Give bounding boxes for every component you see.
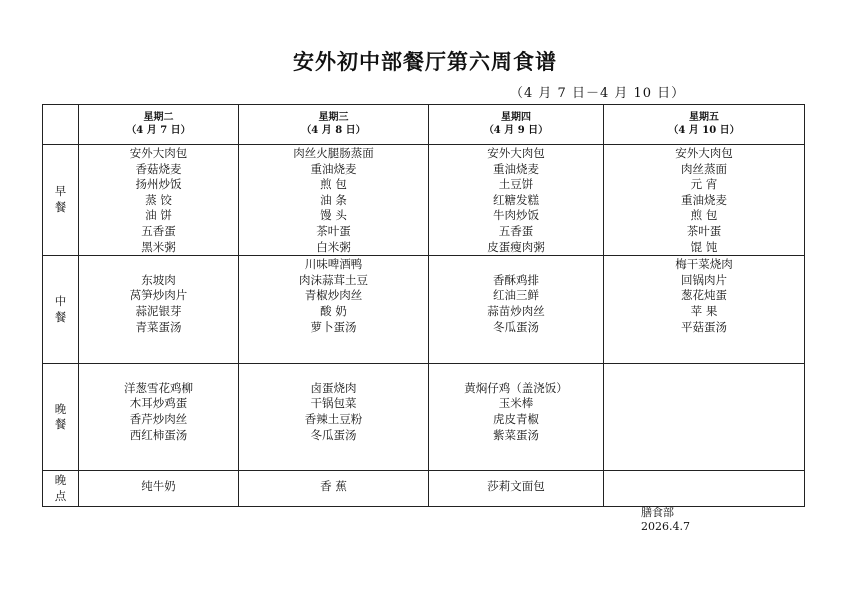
menu-item: 莎莉文面包 — [487, 479, 545, 494]
menu-item: 黑米粥 — [141, 239, 176, 254]
day-date: （4 月 7 日） — [126, 125, 191, 136]
menu-item: 葱花炖蛋 — [681, 288, 727, 303]
menu-item — [239, 365, 428, 381]
menu-item: 纯牛奶 — [141, 479, 176, 494]
corner-cell — [43, 105, 79, 145]
menu-cell — [604, 364, 805, 471]
menu-item: 茶叶蛋 — [316, 223, 351, 238]
menu-cell — [79, 256, 239, 364]
day-header — [79, 105, 239, 145]
meal-label-char: 餐 — [54, 417, 67, 432]
menu-item: 皮蛋瘦肉粥 — [487, 239, 545, 254]
footer-date: 2026.4.7 — [641, 520, 690, 533]
menu-item: 红油三鲜 — [493, 288, 539, 303]
day-name: 星期二 — [143, 112, 174, 123]
menu-table — [42, 104, 805, 507]
menu-item: 干锅包菜 — [310, 396, 357, 411]
menu-cell — [604, 145, 805, 256]
menu-cell — [429, 256, 604, 364]
meal-label-char: 点 — [54, 488, 67, 503]
meal-label-char: 晚 — [54, 401, 67, 416]
page-title: 安外初中部餐厅第六周食谱 — [293, 50, 557, 74]
dinner-row — [43, 364, 805, 471]
menu-item: 扬州炒饭 — [135, 177, 182, 192]
menu-item: 黄焖仔鸡（盖浇饭） — [464, 380, 568, 395]
menu-item: 五香蛋 — [498, 223, 534, 238]
menu-cell — [79, 145, 239, 256]
menu-item: 卤蛋烧肉 — [310, 380, 357, 395]
menu-item — [79, 257, 238, 273]
menu-item: 莴笋炒肉片 — [129, 288, 188, 303]
menu-item: 茶叶蛋 — [686, 223, 722, 238]
menu-item: 安外大肉包 — [487, 146, 545, 160]
menu-cell — [239, 256, 429, 364]
footer-department: 膳食部 — [641, 506, 674, 519]
menu-item: 青椒炒肉丝 — [304, 288, 363, 303]
menu-item: 冬瓜蛋汤 — [493, 319, 539, 334]
menu-cell — [239, 471, 429, 507]
menu-item — [79, 365, 238, 381]
menu-cell — [79, 364, 239, 471]
meal-label — [43, 471, 79, 507]
menu-item: 油 条 — [320, 192, 347, 207]
menu-item: 香菇烧麦 — [135, 161, 182, 176]
meal-label-char: 晚 — [54, 473, 67, 488]
meal-label — [43, 145, 79, 256]
menu-item: 川味啤酒鸭 — [304, 257, 363, 272]
menu-item: 西红柿蛋汤 — [129, 427, 188, 442]
menu-item: 馄 饨 — [690, 239, 718, 254]
menu-item: 馒 头 — [320, 208, 347, 223]
meal-label-char: 早 — [54, 184, 67, 199]
menu-item: 梅干菜烧肉 — [675, 257, 733, 272]
menu-item: 苹 果 — [690, 303, 718, 318]
menu-item: 安外大肉包 — [129, 146, 188, 160]
menu-item: 紫菜蛋汤 — [493, 427, 539, 442]
menu-cell — [79, 471, 239, 507]
menu-item: 蒜泥银芽 — [135, 303, 182, 318]
menu-cell — [604, 256, 805, 364]
menu-item — [429, 365, 603, 381]
day-name: 星期五 — [689, 112, 719, 123]
menu-item: 蒸 饺 — [145, 192, 172, 207]
snack-row — [43, 471, 805, 507]
menu-item: 安外大肉包 — [675, 146, 733, 160]
meal-label — [43, 256, 79, 364]
menu-item: 平菇蛋汤 — [681, 319, 727, 334]
menu-item: 煎 包 — [690, 208, 718, 223]
menu-item: 东坡肉 — [141, 272, 176, 287]
menu-cell — [429, 364, 604, 471]
lunch-row — [43, 256, 805, 364]
menu-item: 土豆饼 — [498, 177, 534, 192]
menu-item: 虎皮青椒 — [493, 411, 539, 426]
meal-label-char: 餐 — [54, 309, 67, 324]
menu-item: 木耳炒鸡蛋 — [129, 396, 188, 411]
menu-item: 萝卜蛋汤 — [310, 319, 357, 334]
menu-item: 五香蛋 — [141, 223, 176, 238]
menu-item: 香 蕉 — [320, 479, 347, 494]
day-header — [429, 105, 604, 145]
menu-cell — [239, 145, 429, 256]
menu-item: 元 宵 — [690, 177, 718, 192]
menu-item: 油 饼 — [145, 208, 172, 223]
breakfast-row — [43, 145, 805, 256]
menu-item: 香芹炒肉丝 — [129, 411, 188, 426]
menu-item: 煎 包 — [320, 177, 347, 192]
day-name: 星期四 — [501, 112, 531, 123]
menu-cell — [429, 471, 604, 507]
meal-label-char: 餐 — [54, 200, 67, 215]
menu-item: 牛肉炒饭 — [493, 208, 539, 223]
menu-item: 香酥鸡排 — [493, 272, 539, 287]
day-header — [239, 105, 429, 145]
menu-item: 重油烧麦 — [310, 161, 357, 176]
menu-item: 玉米棒 — [498, 396, 534, 411]
menu-item: 重油烧麦 — [493, 161, 539, 176]
menu-item: 红糖发糕 — [493, 192, 539, 207]
menu-item: 蒜苗炒肉丝 — [487, 303, 545, 318]
menu-item: 酸 奶 — [320, 303, 347, 318]
header-row — [43, 105, 805, 145]
day-date: （4 月 10 日） — [668, 125, 740, 136]
menu-item: 洋葱雪花鸡柳 — [124, 380, 193, 395]
menu-item: 白米粥 — [316, 239, 351, 254]
day-name: 星期三 — [318, 112, 349, 123]
menu-item: 肉沫蒜茸土豆 — [299, 272, 368, 287]
menu-item — [429, 257, 603, 273]
date-range: （4 月 7 日－4 月 10 日） — [510, 86, 686, 101]
meal-label — [43, 364, 79, 471]
meal-label-char: 中 — [54, 294, 67, 309]
menu-cell — [429, 145, 604, 256]
menu-item: 肉丝蒸面 — [681, 161, 727, 176]
day-date: （4 月 8 日） — [301, 125, 366, 136]
menu-item: 回锅肉片 — [681, 272, 727, 287]
menu-item: 冬瓜蛋汤 — [310, 427, 357, 442]
menu-item: 肉丝火腿肠蒸面 — [293, 146, 374, 160]
day-date: （4 月 9 日） — [483, 125, 549, 136]
menu-cell — [239, 364, 429, 471]
menu-item: 香辣土豆粉 — [304, 411, 363, 426]
menu-item: 青菜蛋汤 — [135, 319, 182, 334]
menu-cell — [604, 471, 805, 507]
day-header — [604, 105, 805, 145]
menu-item: 重油烧麦 — [681, 192, 727, 207]
